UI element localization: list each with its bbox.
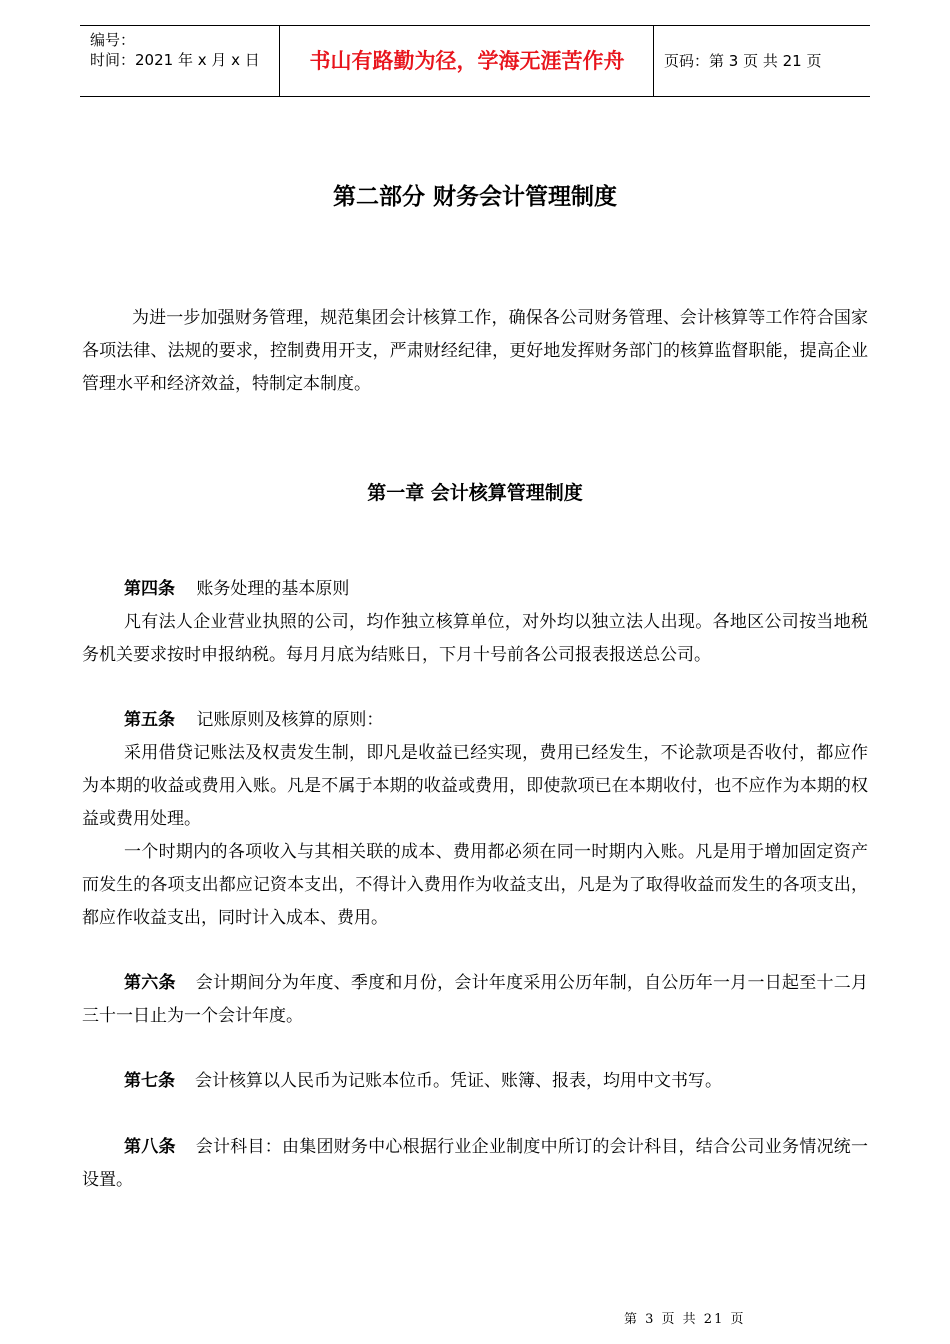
part-title: 第二部分 财务会计管理制度 bbox=[332, 184, 617, 210]
intro-paragraph: 为进一步加强财务管理，规范集团会计核算工作，确保各公司财务管理、会计核算等工作符合国家各项法律、法规的要求，控制费用开支，严肃财经纪律，更好地发挥财务部门的核算监督职能，提高企业管理水平和经济效益，特制定本制度。 bbox=[82, 308, 868, 394]
article-4-label: 第四条 bbox=[124, 579, 175, 599]
header-meta bbox=[80, 26, 280, 96]
article-5-title: 记账原则及核算的原则： bbox=[196, 710, 384, 730]
article-7-label: 第七条 bbox=[124, 1071, 175, 1091]
article-7 bbox=[82, 1065, 868, 1098]
article-4-title: 账务处理的基本原则 bbox=[196, 579, 350, 599]
article-5-label: 第五条 bbox=[124, 710, 175, 730]
article-6-label: 第六条 bbox=[124, 973, 176, 993]
header-motto: 书山有路勤为径，学海无涯苦作舟 bbox=[281, 26, 654, 96]
article-5-heading bbox=[82, 704, 868, 737]
page-footer: 第 3 页 共 21 页 bbox=[624, 1312, 746, 1327]
article-8-body: 会计科目：由集团财务中心根据行业企业制度中所订的会计科目，结合公司业务情况统一设置。 bbox=[82, 1137, 869, 1190]
page-header bbox=[80, 25, 870, 97]
article-8 bbox=[82, 1131, 868, 1197]
article-7-body: 会计核算以人民币为记账本位币。凭证、账簿、报表，均用中文书写。 bbox=[195, 1071, 722, 1091]
article-8-label: 第八条 bbox=[124, 1137, 176, 1157]
article-6-body: 会计期间分为年度、季度和月份，会计年度采用公历年制，自公历年一月一日起至十二月三十一日止为一个会计年度。 bbox=[82, 973, 869, 1026]
header-number: 编号： bbox=[90, 31, 136, 49]
article-4-heading bbox=[82, 573, 868, 606]
article-5-body-1: 采用借贷记账法及权责发生制，即凡是收益已经实现，费用已经发生，不论款项是否收付，都应作为本期的收益或费用入账。凡是不属于本期的收益或费用，即使款项已在本期收付，也不应作为本期的权益或费用处理。 bbox=[82, 743, 868, 829]
article-4-body: 凡有法人企业营业执照的公司，均作独立核算单位，对外均以独立法人出现。各地区公司按当地税务机关要求按时申报纳税。每月月底为结账日，下月十号前各公司报表报送总公司。 bbox=[82, 612, 868, 665]
header-page: 页码：第 3 页 共 21 页 bbox=[664, 52, 822, 70]
header-time: 时间：2021 年 x 月 x 日 bbox=[90, 51, 260, 69]
chapter-title: 第一章 会计核算管理制度 bbox=[367, 482, 583, 504]
article-5-body-2: 一个时期内的各项收入与其相关联的成本、费用都必须在同一时期内入账。凡是用于增加固定资产而发生的各项支出都应记资本支出，不得计入费用作为收益支出，凡是为了取得收益而发生的各项支出，都应作收益支出，同时计入成本、费用。 bbox=[82, 842, 868, 928]
article-6 bbox=[82, 967, 868, 1033]
